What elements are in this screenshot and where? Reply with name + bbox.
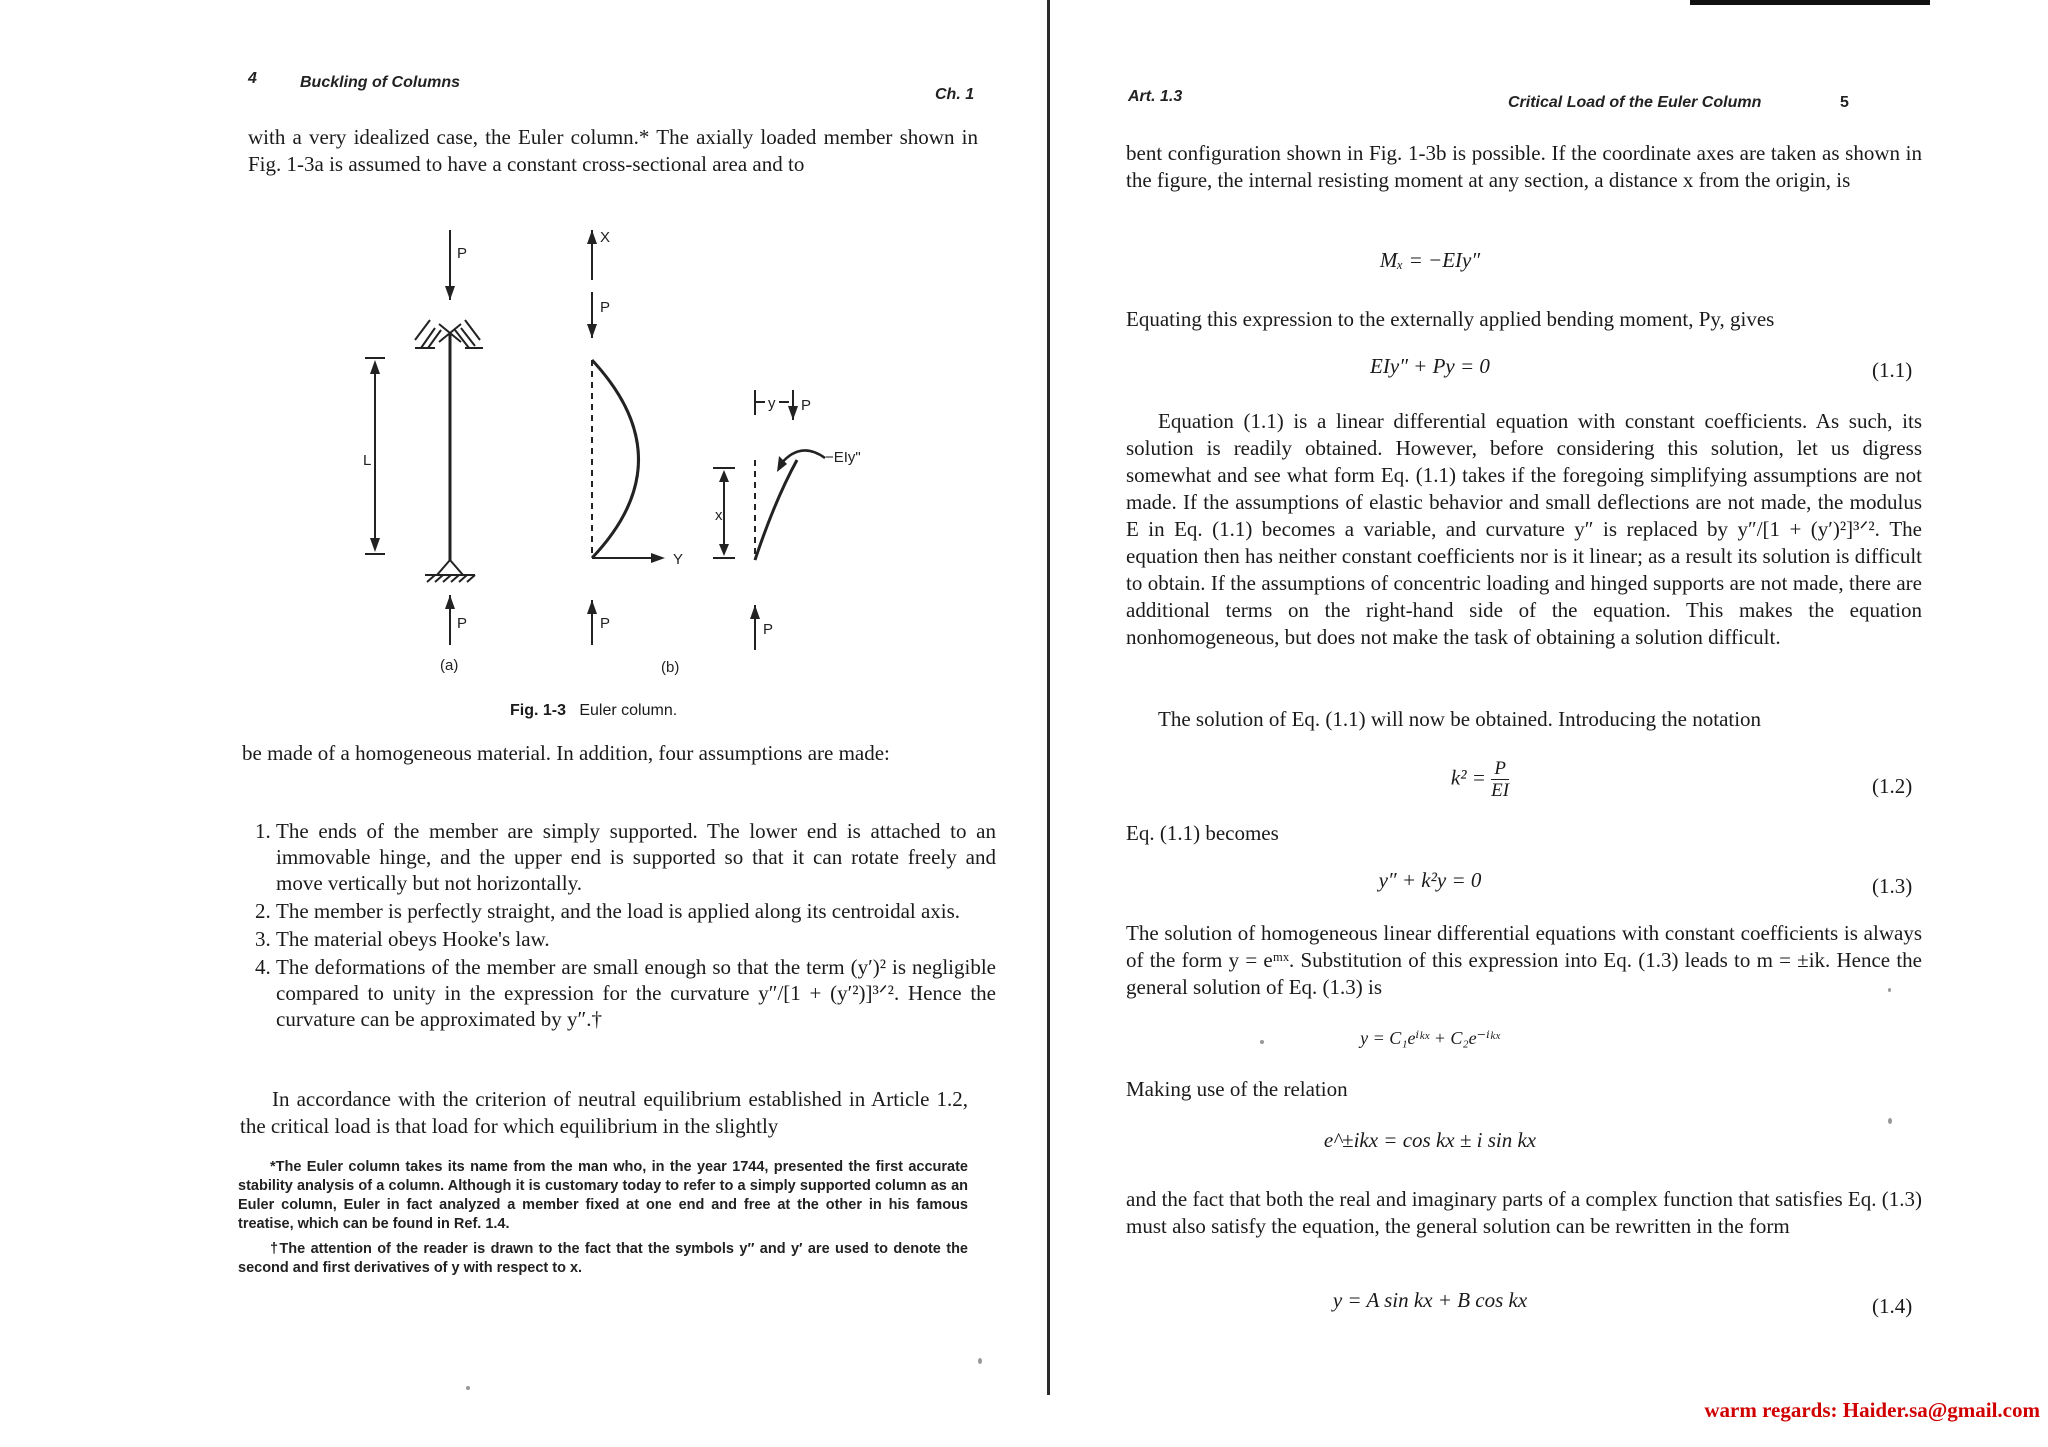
equation-1-2-fraction <box>1491 758 1509 801</box>
equation-1-2-denominator: EI <box>1491 780 1510 801</box>
equation-1-2-lhs: k² = <box>1450 765 1486 790</box>
figure-part-b <box>587 229 683 676</box>
equation-1-2-number: (1.2) <box>1872 774 1913 798</box>
scan-speck <box>1888 988 1891 992</box>
right-para-6: The solution of homogeneous linear differential equations with constant coefficients is always of the form y = eᵐˣ. Substitution of this expression into Eq. (1.3) leads to m = ±ik. Hence the general solution of Eq. (1.3) is <box>1126 921 1922 999</box>
right-page-number: 5 <box>1840 94 1849 111</box>
equation-1-4: y = A sin kx + B cos kx <box>1332 1288 1528 1312</box>
right-para-7: Making use of the relation <box>1126 1077 1348 1101</box>
left-running-title: Buckling of Columns <box>300 74 460 91</box>
load-label-top-a: P <box>457 245 468 262</box>
figure-free-body <box>713 390 861 650</box>
part-a-label: (a) <box>440 657 459 674</box>
figure-part-a <box>363 230 483 674</box>
right-para-1: bent configuration shown in Fig. 1-3b is possible. If the coordinate axes are taken as shown in the figure, the internal resisting moment at any section, a distance x from the origin, is <box>1126 141 1922 192</box>
scan-speck <box>1888 1118 1892 1124</box>
equation-1-3: y″ + k²y = 0 <box>1378 868 1482 892</box>
equation-1-3-number: (1.3) <box>1872 874 1913 898</box>
assumption-item: 3. The material obeys Hooke's law. <box>276 926 996 952</box>
left-para-3: In accordance with the criterion of neutral equilibrium established in Article 1.2, the critical load is that load for which equilibrium in the slightly <box>240 1087 968 1138</box>
moment-label: −EIy" <box>825 449 861 466</box>
left-para-2: be made of a homogeneous material. In addition, four assumptions are made: <box>242 741 890 765</box>
load-label-free-body: P <box>801 397 812 414</box>
figure-caption-text: Euler column. <box>579 702 678 719</box>
equation-1-1-number: (1.1) <box>1872 358 1913 382</box>
load-label-bottom-a: P <box>457 615 468 632</box>
deflection-label: y <box>768 395 776 412</box>
equation-moment: Mₓ = −EIy″ <box>1379 248 1481 272</box>
right-para-8: and the fact that both the real and imaginary parts of a complex function that satisfies Eq. (1.3) must also satisfy the equation, the general solution can be rewritten in the form <box>1126 1187 1922 1238</box>
y-axis-label: Y <box>673 551 684 568</box>
x-axis-label: X <box>600 229 611 246</box>
right-article: Art. 1.3 <box>1128 88 1183 105</box>
equation-1-4-number: (1.4) <box>1872 1294 1913 1318</box>
left-para-1: with a very idealized case, the Euler column.* The axially loaded member shown in Fig. 1-3a is assumed to have a constant cross-sectional area and to <box>248 125 978 176</box>
scan-speck <box>466 1386 470 1390</box>
signature-note: warm regards: Haider.sa@gmail.com <box>1704 1398 2040 1422</box>
load-label-bottom-b: P <box>600 615 611 632</box>
part-b-label: (b) <box>661 659 680 676</box>
right-para-3: Equation (1.1) is a linear differential equation with constant coefficients. As such, its solution is readily obtained. However, before considering this solution, let us digress somewhat and see what form Eq. (1.1) takes if the foregoing simplifying assumptions are not made. If the assumptions of elastic behavior and small deflections are not made, the modulus E in Eq. (1.1) becomes a variable, and curvature y″ is replaced by y″/[1 + (y′)²]³ᐟ². The equation then has neither constant coefficients nor is it linear; as a result its solution is difficult to obtain. If the assumptions of concentric loading and hinged supports are not made, there are additional terms on the right-hand side of the equation. This makes the equation nonhomogeneous, but does not make the task of obtaining a solution difficult. <box>1126 409 1922 649</box>
equation-1-2 <box>1380 758 1580 801</box>
equation-euler-relation: e^±ikx = cos kx ± i sin kx <box>1323 1128 1537 1152</box>
euler-column-figure <box>355 220 915 680</box>
equation-general-solution: y = C₁eⁱᵏˣ + C₂e⁻ⁱᵏˣ <box>1360 1028 1500 1048</box>
equation-1-1: EIy″ + Py = 0 <box>1370 354 1490 378</box>
distance-label: x <box>715 507 723 524</box>
scan-speck <box>978 1358 982 1364</box>
footnote-2: †The attention of the reader is drawn to the fact that the symbols y″ and y′ are used to denote the second and first derivatives of y with respect to x. <box>238 1241 968 1276</box>
right-page <box>1050 0 2048 1447</box>
right-para-4: The solution of Eq. (1.1) will now be obtained. Introducing the notation <box>1158 707 1762 731</box>
load-label-top-b: P <box>600 299 611 316</box>
assumption-item: 1. The ends of the member are simply supported. The lower end is attached to an immovable hinge, and the upper end is supported so that it can rotate freely and move vertically but not horizontally. <box>276 818 996 896</box>
assumption-item: 2. The member is perfectly straight, and the load is applied along its centroidal axis. <box>276 898 996 924</box>
right-para-2: Equating this expression to the externally applied bending moment, Py, gives <box>1126 307 1775 331</box>
footnote-1: *The Euler column takes its name from the man who, in the year 1744, presented the first accurate stability analysis of a column. Although it is customary today to refer to a simply supported column as an Euler column, Euler in fact analyzed a member fixed at one end and free at the other in his famous treatise, which can be found in Ref. 1.4. <box>238 1159 968 1232</box>
length-label: L <box>363 452 372 469</box>
figure-caption <box>510 702 677 720</box>
equation-1-2-numerator: P <box>1491 758 1509 780</box>
assumption-list <box>248 818 996 1034</box>
scan-speck <box>1260 1040 1264 1044</box>
right-para-5: Eq. (1.1) becomes <box>1126 821 1279 845</box>
left-page-number: 4 <box>248 70 257 87</box>
load-label-free-body-bottom: P <box>763 621 774 638</box>
right-running-title: Critical Load of the Euler Column <box>1508 94 1762 111</box>
left-chapter: Ch. 1 <box>935 86 975 103</box>
assumption-item: 4. The deformations of the member are small enough so that the term (y′)² is negligible compared to unity in the expression for the curvature y″/[1 + (y′²)]³ᐟ². Hence the curvature can be approximated by y″.† <box>276 954 996 1032</box>
figure-caption-number: Fig. 1-3 <box>510 702 567 719</box>
